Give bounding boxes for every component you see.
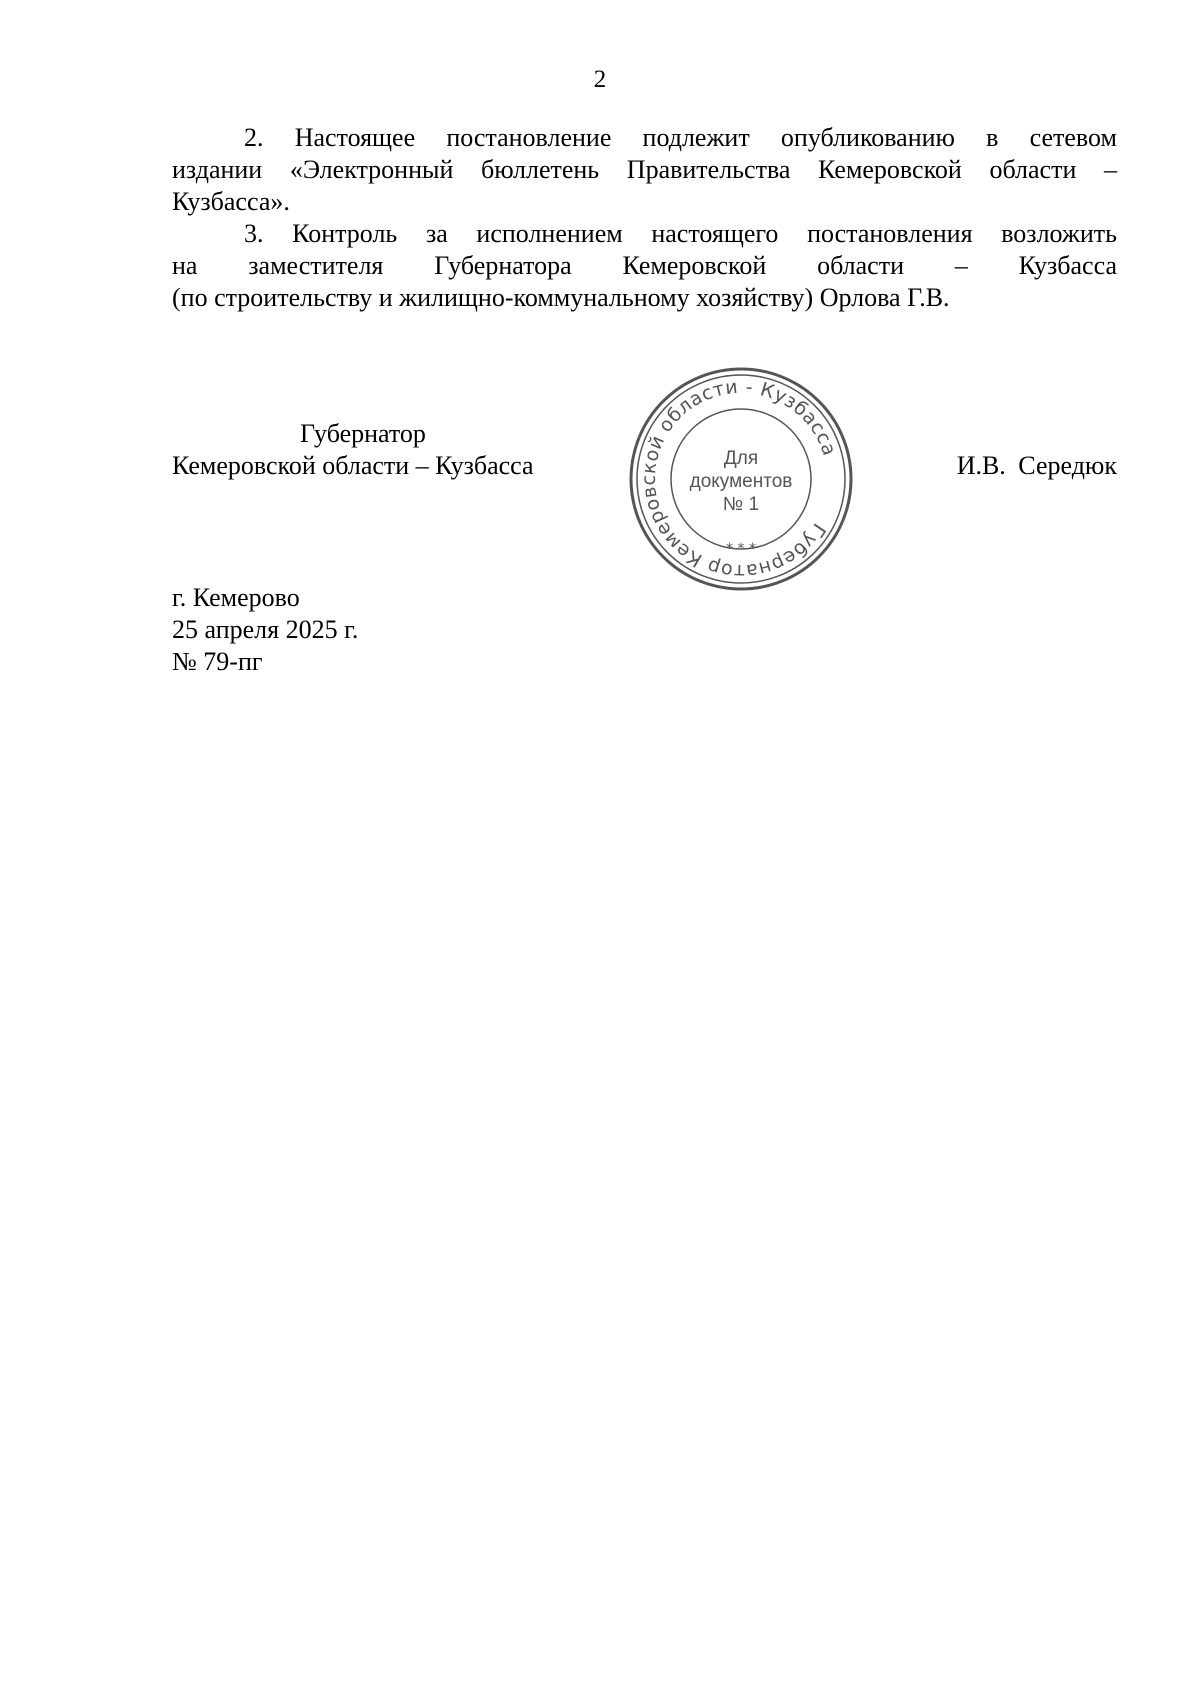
paragraph-3-line-2: на заместителя Губернатора Кемеровской области – Кузбасса [172,251,1117,280]
document-meta [172,582,358,678]
signatory-title [172,418,534,482]
paragraph-3-line-3: (по строительству и жилищно-коммунальному хозяйству) Орлова Г.В. [172,283,950,312]
document-date: 25 апреля 2025 г. [172,615,359,644]
signatory-title-line-1: Губернатор [300,419,426,448]
signatory-name: И.В. Середюк [956,451,1117,480]
document-body [172,122,1117,314]
document-number: № 79-пг [172,647,263,676]
official-seal-stamp [627,365,855,593]
seal-center-line-2: документов [689,471,793,492]
seal-center-line-3: № 1 [722,494,760,515]
paragraph-3 [172,218,1117,314]
paragraph-2-line-3: Кузбасса». [172,187,290,216]
page-number: 2 [593,66,607,93]
paragraph-2-line-2: издании «Электронный бюллетень Правительства Кемеровской области – [172,155,1117,184]
paragraph-3-line-1: 3. Контроль за исполнением настоящего постановления возложить [244,219,1117,248]
seal-center-line-1: Для [723,448,759,469]
seal-stars: * * * [726,541,756,557]
paragraph-2 [172,122,1117,218]
document-city: г. Кемерово [172,583,300,612]
seal-ring-text: Губернатор Кемеровской области - Кузбасса [637,375,841,583]
paragraph-2-line-1: 2. Настоящее постановление подлежит опубликованию в сетевом [244,123,1117,152]
signatory-title-line-2: Кемеровской области – Кузбасса [172,451,534,480]
